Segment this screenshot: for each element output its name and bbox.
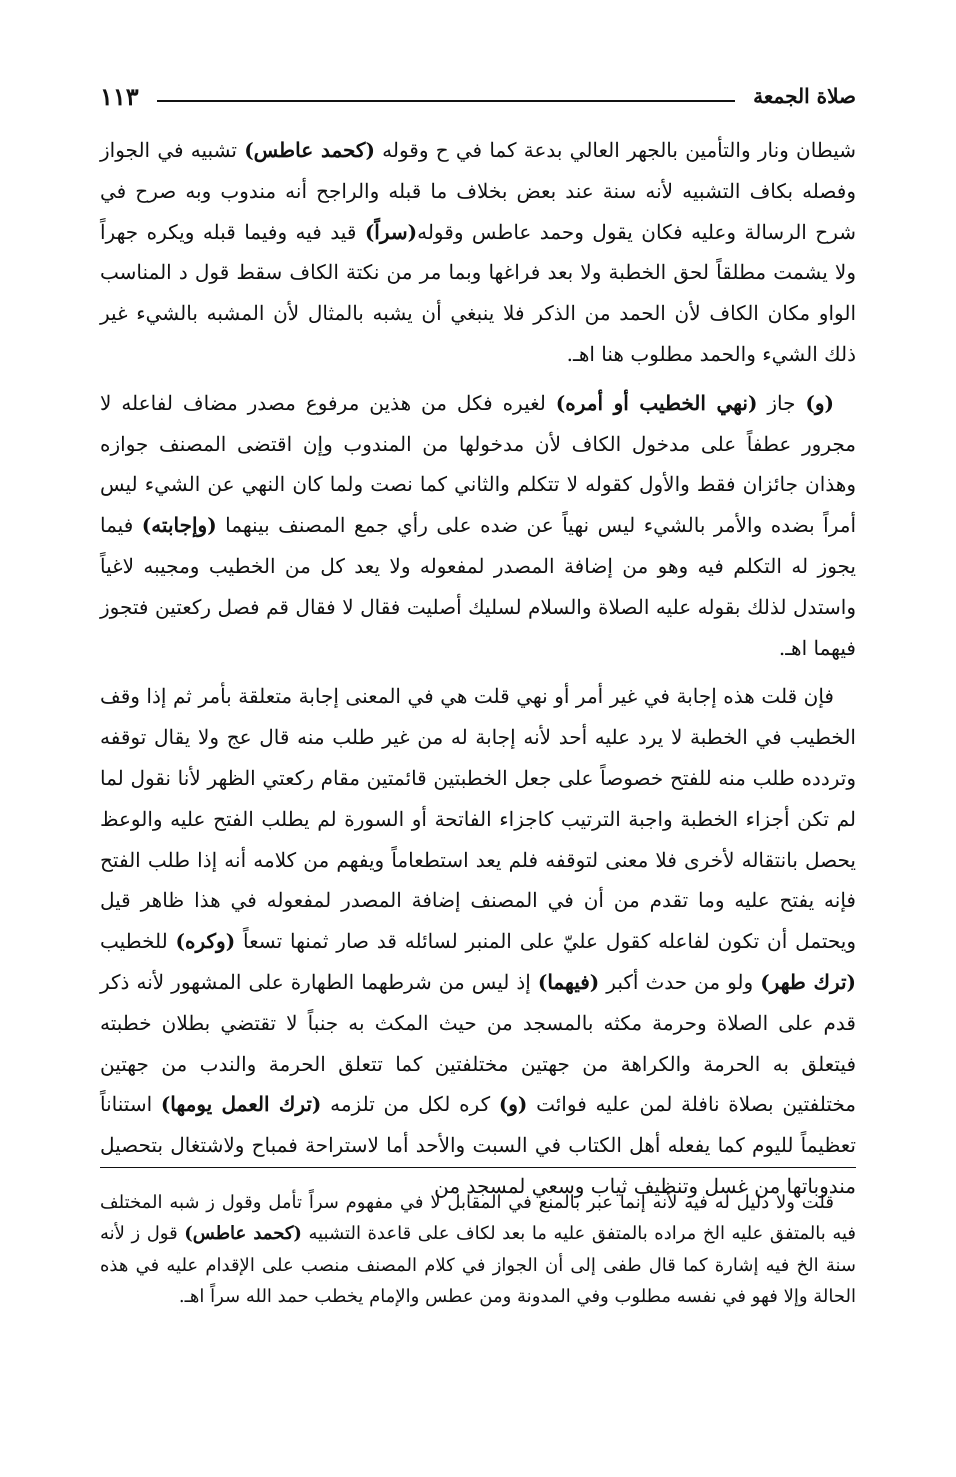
- page-header: [100, 78, 856, 114]
- matn-highlight: (نهي الخطيب أو أمره): [555, 390, 758, 415]
- matn-highlight: (وكره): [175, 929, 236, 954]
- text-run: قلت ولا دليل له فيه لأنه إنما عبر بالمنع في المقابل لا في مفهوم سراً تأمل وقول ز شبه المختلف فيه بالمتفق عليه الخ مراده بالمتفق عليه ما بعد لكاف على قاعدة التشبيه: [100, 1192, 857, 1245]
- main-text: [100, 130, 856, 1215]
- matn-highlight: (وإجابته): [141, 513, 217, 538]
- matn-highlight: (كحمد عاطس): [184, 1223, 302, 1245]
- text-run: قيد فيه وفيما قبله ويكره جهراً ولا يشمت مطلقاً لحق الخطبة ولا بعد فراغها وبما مر من نكتة الكاف سقط قول د المناسب الواو مكان الكاف لأن الحمد من الذكر فلا ينبغي أن يشبه بالمثال لأن المشبه بالشيء غير ذلك الشيء والحمد مطلوب هنا اهـ.: [100, 219, 856, 366]
- header-rule: [157, 100, 735, 102]
- matn-highlight: (و): [805, 390, 834, 415]
- matn-highlight: (و): [498, 1092, 528, 1117]
- matn-highlight: (ترك طهر): [760, 969, 857, 994]
- paragraph-2: [100, 383, 856, 669]
- text-run: جاز: [757, 390, 806, 415]
- running-title: صلاة الجمعة: [753, 84, 856, 108]
- footnote: [100, 1187, 856, 1313]
- text-run: ولو من حدث أكبر: [599, 969, 761, 994]
- matn-highlight: (ترك العمل يومها): [160, 1092, 322, 1117]
- matn-highlight: (سراً): [364, 219, 418, 244]
- text-run: استناناً تعظيماً لليوم كما يفعله أهل الكتاب في السبت والأحد أما لاستراحة فمباح ولاشتغال بتحصيل مندوباتها من غسل وتنظيف ثياب وسعي لمسجد من: [100, 1092, 856, 1198]
- matn-highlight: (فيهما): [537, 969, 600, 994]
- footnote-separator: [100, 1167, 856, 1168]
- text-run: شيطان ونار والتأمين بالجهر العالي بدعة كما في ح وقوله: [374, 138, 857, 162]
- text-run: فإن قلت هذه إجابة في غير أمر أو نهي قلت هي في المعنى إجابة متعلقة بأمر ثم إذا وقف الخطيب في الخطبة لا يرد عليه أحد لأنه إجابة له من غير طلب منه قال عج ولا يقال توقفه وتردده طلب منه للفتح خصوصاً على جعل الخطبتين قائمتين مقام ركعتي الظهر لأنا نقول لما لم تكن أجزاء الخطبة واجبة الترتيب كاجزاء الفاتحة أو السورة لم يطلب الفتح عليه والوعظ يحصل بانتقاله لأخرى فلا معنى لتوقفه فلم يعد استطعاماً ويفهم من كلامه أنه إذا طلب الفتح فإنه يفتح عليه وما تقدم من أن في المصنف إضافة المصدر لمفعوله في هذا ظاهر قيل ويحتمل أن تكون لفاعله كقول عليّ على المنبر لسائله قد صار ثمنها تسعاً: [100, 684, 856, 954]
- paragraph-1: [100, 130, 856, 375]
- matn-highlight: (كحمد عاطس): [244, 138, 375, 162]
- page-number: ١١٣: [100, 81, 139, 111]
- text-run: كره لكل من تلزمه: [321, 1092, 499, 1117]
- text-run: لغيره فكل من هذين مرفوع مصدر مضاف لفاعله لا مجرور عطفاً على مدخول الكاف لأن مدخولها من المندوب وإن اقتضى المصنف جوازه وهذان جائزان فقط والأول كقوله لا تتكلم والثاني كما نصت ولما كان النهي عن الشيء ليس أمراً بضده والأمر بالشيء ليس نهياً عن ضده على رأي جمع المصنف بينهما: [100, 390, 857, 538]
- text-run: قول ز لأنه سنة الخ فيه إشارة كما قال طفى إلى أن الجواز في كلام المصنف منصب على الإقدام عليه في هذه الحالة وإلا فهو في نفسه مطلوب وفي المدونة ومن عطس والإمام يخطب حمد الله سراً اهـ.: [100, 1223, 856, 1308]
- text-run: للخطيب: [100, 929, 176, 954]
- paragraph-3: [100, 676, 856, 1206]
- text-run: إذ ليس من شرطهما الطهارة على المشهور لأنه ذكر قدم على الصلاة وحرمة مكثه بالمسجد من حيث المكث به جنباً لا تقتضي بطلان خطبته فيتعلق به الحرمة والكراهة من جهتين مختلفتين كما تتعلق الحرمة والندب من جهتين مختلفتين بصلاة نافلة لمن عليه فوائت: [100, 969, 857, 1117]
- footnote-paragraph: [100, 1187, 856, 1313]
- text-run: تشبيه في الجواز وفصله بكاف التشبيه لأنه سنة عند بعض بخلاف ما قبله والراجح أنه مندوب وبه صرح في شرح الرسالة وعليه فكان يقول وحمد عاطس وقوله: [100, 138, 856, 244]
- text-run: فيما يجوز له التكلم فيه وهو من إضافة المصدر لمفعوله ولا يعد كل من الخطيب ومجيبه لاغياً واستدل لذلك بقوله عليه الصلاة والسلام لسليك أصليت فقال لا فقال قم فصل ركعتين فتجوز فيهما اهـ.: [100, 513, 857, 660]
